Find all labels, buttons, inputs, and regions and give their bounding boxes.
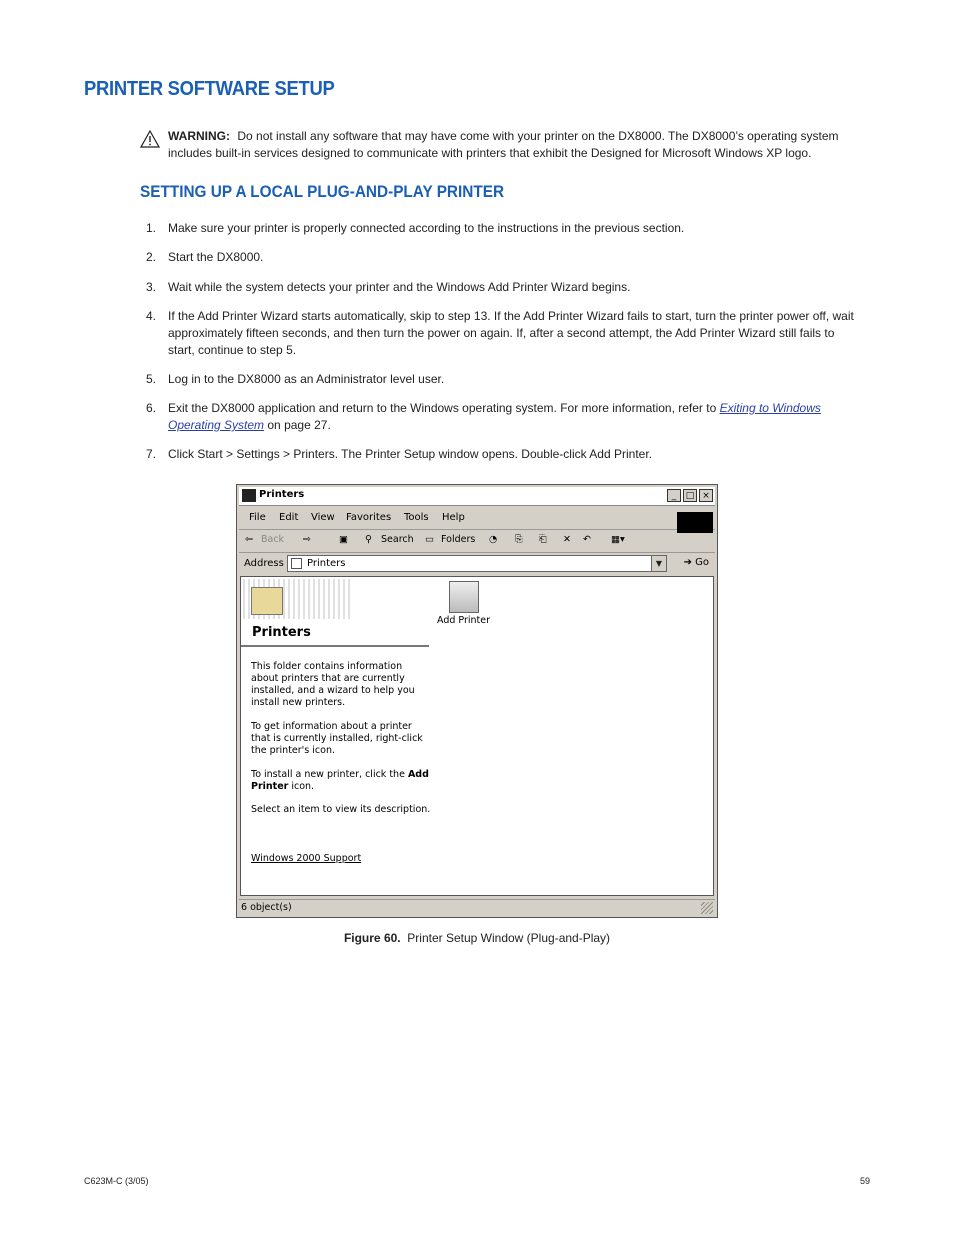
menu-favorites[interactable]: Favorites (346, 512, 392, 523)
chevron-down-icon[interactable]: ▼ (651, 556, 666, 571)
footer-doc-id: C623M-C (3/05) (84, 1176, 149, 1186)
address-value: Printers (307, 558, 346, 569)
toolbar (239, 530, 715, 553)
menu-view[interactable]: View (311, 512, 335, 523)
warning-block (140, 128, 860, 162)
minimize-button[interactable]: _ (667, 489, 681, 502)
step-number: 5. (146, 372, 157, 386)
menu-help[interactable]: Help (442, 512, 465, 523)
address-label: Address (244, 558, 284, 569)
step-5 (146, 371, 856, 388)
footer-page-number: 59 (859, 1176, 870, 1186)
add-printer-label[interactable]: Add Printer (437, 615, 491, 626)
section-heading: SETTING UP A LOCAL PLUG-AND-PLAY PRINTER (140, 183, 505, 201)
views-icon[interactable]: ▦▾ (611, 534, 625, 545)
printers-window (236, 484, 718, 918)
add-printer-icon[interactable] (449, 581, 479, 613)
search-icon: ⚲ (365, 534, 372, 545)
address-bar (239, 553, 715, 575)
printers-folder-icon (251, 587, 283, 615)
panel-title: Printers (252, 625, 311, 640)
close-button[interactable]: × (699, 489, 713, 502)
panel-description: This folder contains information about printers that are currently installed, and a wizard to help you install new printers. (251, 661, 415, 708)
page-heading: PRINTER SOFTWARE SETUP (84, 78, 335, 100)
title-bar[interactable] (239, 487, 715, 506)
forward-arrow-icon[interactable]: ⇨ (303, 534, 311, 545)
step-4 (146, 308, 856, 359)
window-title: Printers (259, 489, 305, 500)
exiting-windows-link[interactable]: Exiting to Windows Operating System (168, 401, 821, 432)
step-number: 7. (146, 447, 157, 461)
menu-edit[interactable]: Edit (279, 512, 299, 523)
step-number: 4. (146, 309, 157, 323)
step-number: 6. (146, 401, 157, 415)
step-number: 3. (146, 280, 157, 294)
step-text: Start the DX8000. (168, 250, 264, 264)
panel-info: To get information about a printer that is currently installed, right-click the printer's icon. (251, 721, 423, 756)
folders-button[interactable]: Folders (441, 534, 476, 545)
warning-label: WARNING: (168, 129, 230, 143)
warning-text: Do not install any software that may have come with your printer on the DX8000. The DX8000’s operating system includes built-in services designed to communicate with printers that exhibit the Designed for Microsoft Windows XP logo. (168, 129, 839, 160)
step-2 (146, 249, 856, 266)
step-text: If the Add Printer Wizard starts automatically, skip to step 13. If the Add Printer Wizard fails to start, turn the printer power off, wait approximately fifteen seconds, and then turn the power on again. If, after a second attempt, the Add Printer Wizard still fails to start, continue to step 5. (168, 309, 854, 357)
figure-caption: Figure 60. Printer Setup Window (Plug-and-Play) (343, 931, 611, 945)
up-folder-icon[interactable]: ▣ (339, 534, 348, 545)
menu-tools[interactable]: Tools (404, 512, 429, 523)
back-arrow-icon[interactable]: ⇦ (245, 534, 253, 545)
step-6 (146, 400, 856, 434)
step-text: Log in to the DX8000 as an Administrator level user. (168, 372, 445, 386)
printers-folder-icon (242, 489, 256, 502)
step-text: Click Start > Settings > Printers. The Printer Setup window opens. Double-click Add Printer. (168, 447, 653, 461)
panel-install-tip: To install a new printer, click the Add Printer icon. (251, 769, 429, 792)
warning-triangle-icon (140, 130, 160, 148)
panel-divider (241, 645, 429, 647)
resize-grip[interactable] (701, 902, 713, 914)
menu-file[interactable]: File (249, 512, 266, 523)
undo-icon[interactable]: ↶ (583, 534, 591, 545)
menu-bar (239, 507, 715, 530)
search-button[interactable]: Search (381, 534, 414, 545)
maximize-button[interactable]: □ (683, 489, 697, 502)
step-text: Exit the DX8000 application and return to the Windows operating system. For more information, refer to Exiting to Windows Operating System on page 27. (168, 401, 821, 432)
step-text: Wait while the system detects your printer and the Windows Add Printer Wizard begins. (168, 280, 631, 294)
printer-icon (291, 558, 302, 569)
address-input[interactable] (287, 555, 667, 572)
status-bar (239, 899, 715, 916)
history-icon[interactable]: ◔ (489, 534, 498, 545)
step-number: 2. (146, 250, 157, 264)
step-text: Make sure your printer is properly connected according to the instructions in the previous section. (168, 221, 685, 235)
step-7 (146, 446, 856, 463)
copy-to-icon[interactable]: ⎗ (539, 534, 547, 545)
back-button[interactable]: Back (261, 534, 285, 545)
folder-content (240, 576, 714, 896)
step-1 (146, 220, 856, 237)
web-view-panel (241, 577, 431, 895)
windows-support-link[interactable]: Windows 2000 Support (251, 853, 362, 864)
status-text: 6 object(s) (241, 902, 292, 913)
step-3 (146, 279, 856, 296)
panel-select-hint: Select an item to view its description. (251, 804, 431, 815)
go-button[interactable]: ➔ Go (683, 557, 709, 568)
move-to-icon[interactable]: ⎘ (515, 534, 523, 545)
folders-icon: ▭ (425, 534, 434, 545)
delete-icon[interactable]: ✕ (563, 534, 571, 545)
step-number: 1. (146, 221, 157, 235)
